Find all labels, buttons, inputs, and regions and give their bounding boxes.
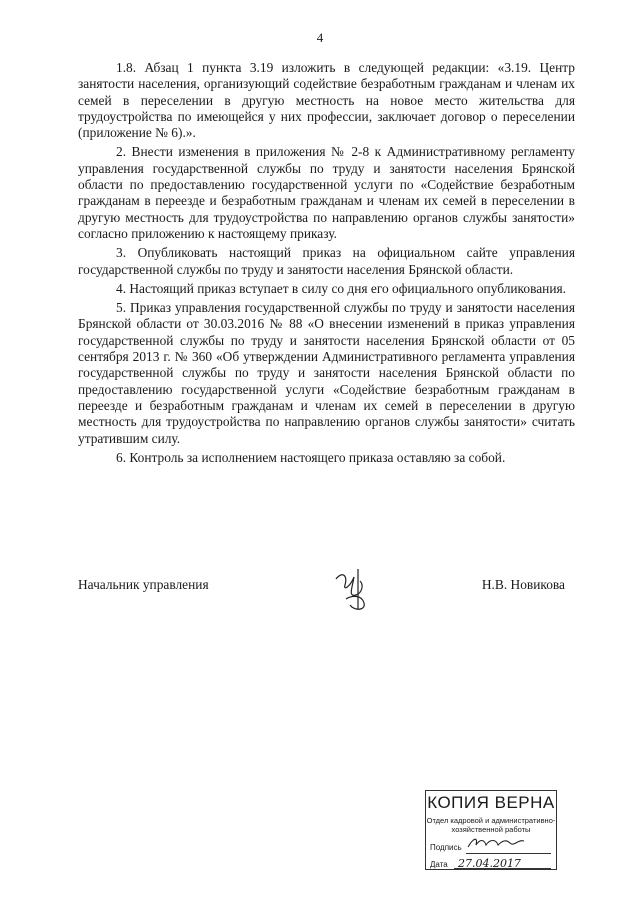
signature-block (78, 565, 575, 615)
stamp-signature-line (430, 843, 462, 852)
stamp-date-label: Дата (430, 860, 448, 869)
stamp-department: Отдел кадровой и административно-хозяйственной работы (426, 816, 556, 834)
paragraph-1-8: 1.8. Абзац 1 пункта 3.19 изложить в следующей редакции: «3.19. Центр занятости населения, организующий содействие безработным гражданам и членам их семей в переселении в другую местность на новое место жительства для трудоустройства по имеющейся у них профессии, заключает договор о переселении (приложение № 6).». (78, 60, 575, 141)
copy-certified-stamp (425, 790, 557, 870)
stamp-date-rule (454, 868, 551, 869)
stamp-handwritten-signature (466, 835, 526, 851)
document-body (78, 60, 575, 469)
paragraph-2: 2. Внести изменения в приложения № 2-8 к Административному регламенту управления государственной службы по труду и занятости населения Брянской области по предоставлению государственной услуги по «Содействие безработным гражданам в переезде и безработным гражданам и членам их семей в переселении в другую местность для трудоустройства по направлению органов службы занятости» согласно приложению к настоящему приказу. (78, 144, 575, 241)
page-number: 4 (316, 30, 324, 45)
signatory-name: Н.В. Новикова (481, 577, 565, 592)
stamp-sign-label: Подпись (430, 843, 462, 852)
paragraph-6: 6. Контроль за исполнением настоящего приказа оставляю за собой. (116, 449, 506, 465)
signatory-title: Начальник управления (78, 577, 209, 592)
handwritten-signature (328, 565, 378, 613)
stamp-title: КОПИЯ ВЕРНА (427, 793, 555, 812)
paragraph-3: 3. Опубликовать настоящий приказ на официальном сайте управления государственной службы по труду и занятости населения Брянской области. (78, 245, 575, 277)
stamp-date-value: 27.04.2017 (457, 857, 521, 870)
paragraph-4: 4. Настоящий приказ вступает в силу со дня его официального опубликования. (116, 280, 566, 296)
stamp-signature-rule (466, 853, 551, 854)
paragraph-5: 5. Приказ управления государственной службы по труду и занятости населения Брянской области от 30.03.2016 № 88 «О внесении изменений в приказ управления государственной службы по труду и занятости населения Брянской области от 05 сентября 2013 г. № 360 «Об утверждении Административного регламента управления государственной службы по труду и занятости населения Брянской области по предоставлению государственной услуги «Содействие безработным гражданам в переезде и безработным гражданам и членам их семей в переселении в другую местность для трудоустройства по направлению органов службы занятости» считать утратившим силу. (78, 300, 575, 446)
